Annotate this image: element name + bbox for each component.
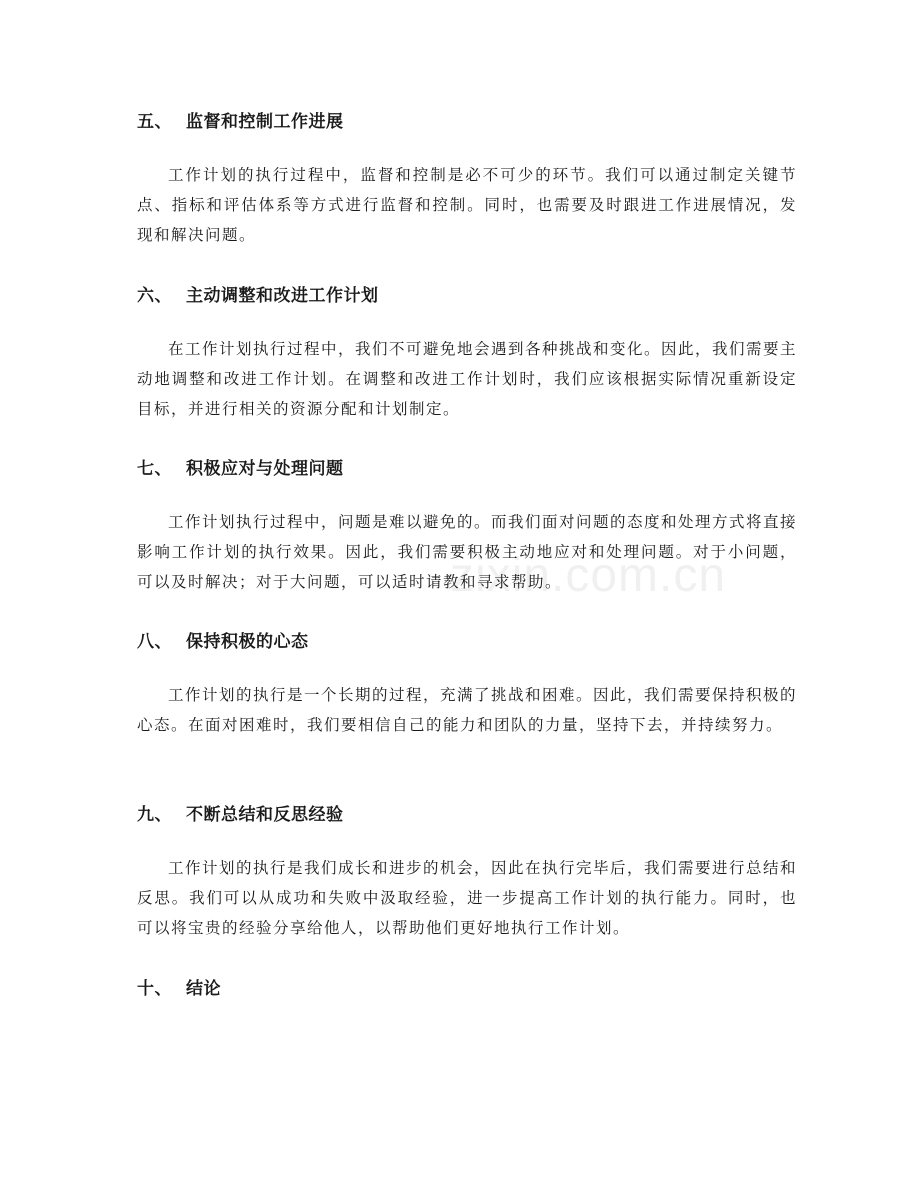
section-heading xyxy=(137,110,797,134)
section-number: 十、 xyxy=(137,979,172,999)
section-9 xyxy=(137,803,797,943)
section-title: 监督和控制工作进展 xyxy=(186,112,344,132)
section-heading xyxy=(137,977,797,1001)
section-number: 八、 xyxy=(137,632,172,652)
section-title: 结论 xyxy=(186,979,221,999)
section-title: 不断总结和反思经验 xyxy=(186,805,344,825)
section-heading xyxy=(137,457,797,481)
section-paragraph: 工作计划的执行过程中，监督和控制是必不可少的环节。我们可以通过制定关键节点、指标和评估体系等方式进行监督和控制。同时，也需要及时跟进工作进展情况，发现和解决问题。 xyxy=(137,166,797,244)
section-title: 积极应对与处理问题 xyxy=(186,459,344,479)
section-number: 九、 xyxy=(137,805,172,825)
section-5 xyxy=(137,110,797,250)
section-heading xyxy=(137,630,797,654)
section-paragraph: 工作计划执行过程中，问题是难以避免的。而我们面对问题的态度和处理方式将直接影响工作计划的执行效果。因此，我们需要积极主动地应对和处理问题。对于小问题，可以及时解决；对于大问题，可以适时请教和寻求帮助。 xyxy=(137,513,798,591)
section-heading xyxy=(137,284,797,308)
section-8 xyxy=(137,630,797,740)
watermark-text: zixin.com.cn xyxy=(450,549,727,602)
section-heading xyxy=(137,803,797,827)
section-number: 六、 xyxy=(137,286,172,306)
section-paragraph: 工作计划的执行是我们成长和进步的机会，因此在执行完毕后，我们需要进行总结和反思。我们可以从成功和失败中汲取经验，进一步提高工作计划的执行能力。同时，也可以将宝贵的经验分享给他人，以帮助他们更好地执行工作计划。 xyxy=(137,859,798,937)
section-number: 五、 xyxy=(137,112,172,132)
section-10 xyxy=(137,977,797,1001)
section-number: 七、 xyxy=(137,459,172,479)
section-title: 主动调整和改进工作计划 xyxy=(186,286,379,306)
section-7 xyxy=(137,457,797,597)
section-paragraph: 工作计划的执行是一个长期的过程，充满了挑战和困难。因此，我们需要保持积极的心态。在面对困难时，我们要相信自己的能力和团队的力量，坚持下去，并持续努力。 xyxy=(137,686,798,734)
section-paragraph: 在工作计划执行过程中，我们不可避免地会遇到各种挑战和变化。因此，我们需要主动地调整和改进工作计划。在调整和改进工作计划时，我们应该根据实际情况重新设定目标，并进行相关的资源分配和计划制定。 xyxy=(137,340,798,418)
section-6 xyxy=(137,284,797,424)
section-title: 保持积极的心态 xyxy=(186,632,309,652)
